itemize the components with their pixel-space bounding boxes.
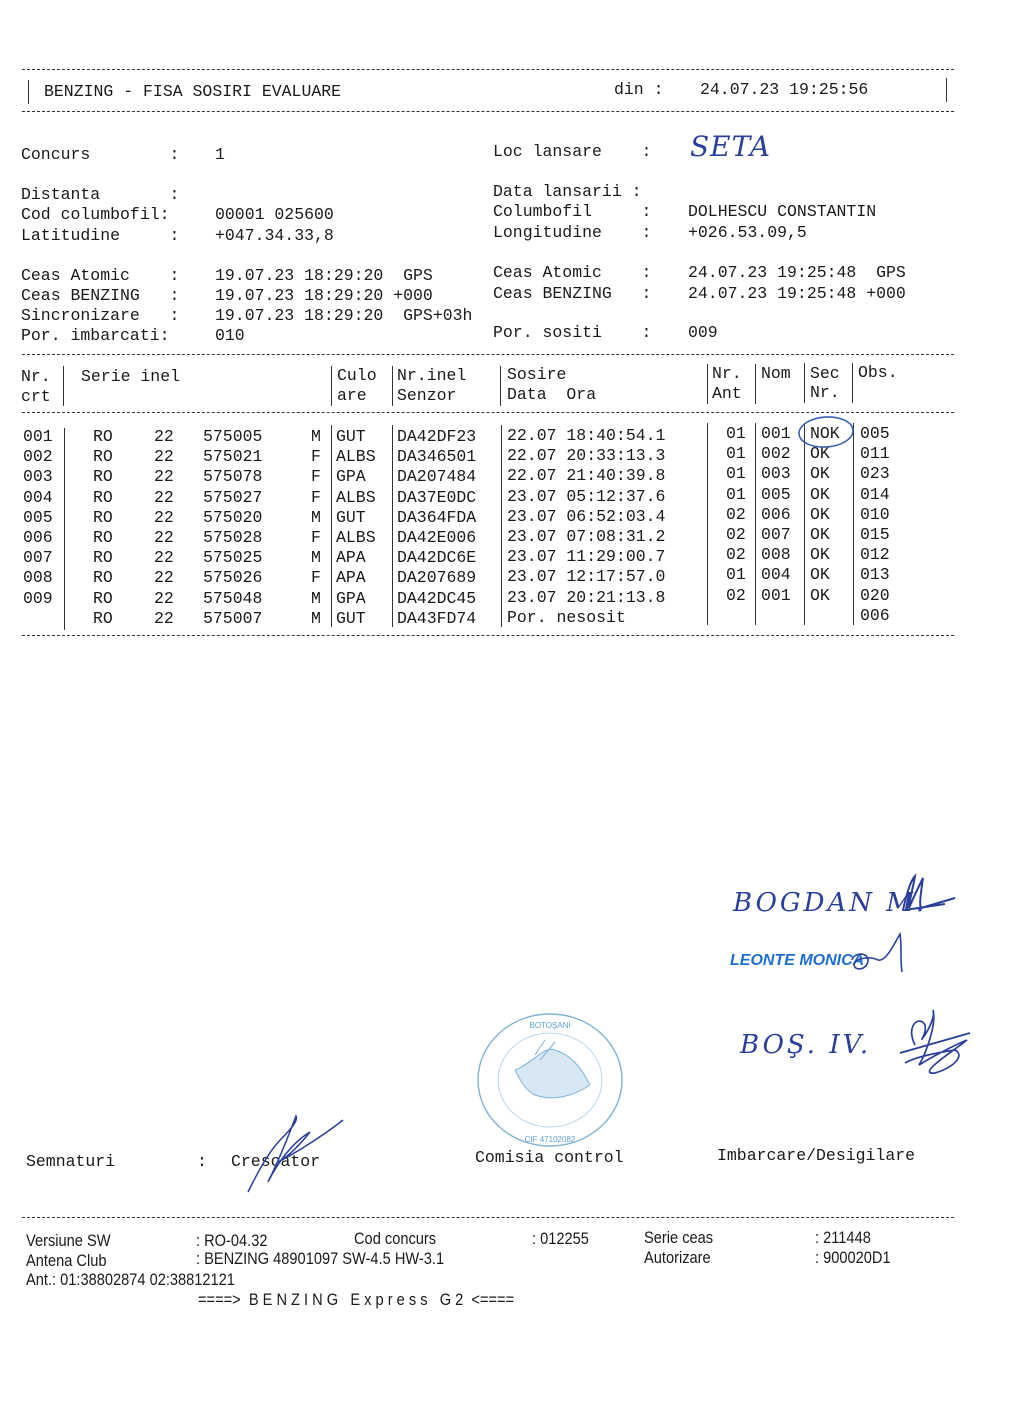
- header-left-bar: [28, 80, 29, 104]
- ceas-benzing-end-label: Ceas BENZING :: [493, 284, 652, 303]
- cell-year: 22: [154, 467, 174, 487]
- cell-nom: 001: [761, 424, 791, 443]
- cell-color: GUT: [336, 507, 366, 527]
- table-top-rule: [22, 354, 954, 355]
- header-serie-inel: Serie inel: [81, 367, 181, 386]
- cell-year: 22: [154, 528, 174, 547]
- ceas-atomic-end-label: Ceas Atomic :: [493, 263, 652, 282]
- cell-security: OK: [810, 525, 830, 544]
- cell-security: OK: [810, 484, 830, 504]
- cell-antenna: 01: [726, 444, 746, 464]
- cell-nom: 006: [761, 504, 791, 524]
- cell-sex: F: [311, 467, 321, 487]
- cell-antenna: 01: [726, 484, 746, 504]
- loc-lansare-value: SETA: [690, 130, 771, 163]
- cell-year: 22: [154, 588, 174, 608]
- signature-crescator: [238, 1112, 348, 1197]
- cell-arrival: 23.07 20:21:13.8: [507, 587, 666, 607]
- handwritten-name-bogdan: BOGDAN M.: [733, 888, 928, 918]
- cell-nr-crt: 004: [23, 487, 53, 507]
- cell-sensor-id: DA207484: [397, 467, 477, 487]
- concurs-label: Concurs :: [21, 145, 180, 164]
- cell-nr-crt: 007: [23, 548, 53, 568]
- header-nr-ant-1: Nr.: [712, 364, 742, 383]
- header-divider: [500, 366, 501, 406]
- cell-sensor-id: DA42DC6E: [397, 548, 477, 568]
- cell-color: GUT: [336, 427, 366, 446]
- column-divider: [331, 425, 332, 627]
- cell-sensor-id: DA42E006: [397, 528, 477, 547]
- table-header-rule: [22, 412, 954, 413]
- cell-color: ALBS: [336, 447, 376, 467]
- cell-year: 22: [154, 568, 174, 588]
- table-bottom-rule: [22, 635, 954, 636]
- cell-nom: 002: [761, 444, 791, 464]
- cell-sex: M: [311, 548, 321, 568]
- cell-nom: 001: [761, 585, 791, 605]
- cell-year: 22: [154, 548, 174, 568]
- loc-lansare-label: Loc lansare :: [493, 142, 652, 161]
- signature-bogdan: [895, 872, 970, 917]
- signature-leonte: [850, 930, 910, 980]
- cell-sensor-id: DA43FD74: [397, 608, 477, 628]
- cod-concurs-label: Cod concurs: [354, 1229, 437, 1248]
- cell-country: RO: [93, 608, 113, 628]
- cell-obs: 006: [860, 605, 890, 625]
- print-date-label: din :: [614, 80, 664, 99]
- cell-arrival: Por. nesosit: [507, 607, 626, 627]
- cell-ring-number: 575028: [203, 528, 263, 547]
- header-nr-inel-2: Senzor: [397, 386, 457, 405]
- cell-nr-crt: 003: [23, 467, 53, 487]
- cell-nr-crt: 009: [23, 588, 53, 608]
- ceas-benzing-start-label: Ceas BENZING :: [21, 286, 180, 305]
- header-top-rule: [22, 69, 954, 70]
- cell-antenna: 02: [726, 545, 746, 565]
- header-sec-nr-1: Sec: [810, 364, 840, 383]
- cell-sex: M: [311, 507, 321, 527]
- cell-obs: 011: [860, 444, 890, 464]
- cell-sensor-id: DA364FDA: [397, 507, 477, 527]
- cell-color: GPA: [336, 467, 366, 487]
- cell-antenna: 02: [726, 585, 746, 605]
- cell-country: RO: [93, 507, 113, 527]
- stamp-leonte-monica: LEONTE MONICA: [730, 952, 865, 969]
- cell-obs: 005: [860, 424, 890, 443]
- nok-pen-circle: [795, 414, 857, 450]
- cell-color: ALBS: [336, 528, 376, 547]
- cell-nr-crt: 008: [23, 568, 53, 588]
- cell-sensor-id: DA42DC45: [397, 588, 477, 608]
- header-divider: [804, 363, 805, 403]
- cell-year: 22: [154, 447, 174, 467]
- header-right-bar: [946, 78, 947, 102]
- antenna-codes: Ant.: 01:38802874 02:38812121: [26, 1270, 235, 1289]
- cell-antenna: 01: [726, 464, 746, 484]
- ceas-atomic-end-value: 24.07.23 19:25:48 GPS: [688, 263, 906, 282]
- ceas-atomic-start-value: 19.07.23 18:29:20 GPS: [215, 266, 433, 285]
- header-sec-nr-2: Nr.: [810, 383, 840, 402]
- signature-imbarcare-label: Imbarcare/Desigilare: [717, 1146, 916, 1165]
- cell-security: OK: [810, 545, 830, 565]
- header-divider: [63, 366, 64, 406]
- header-sosire-1: Sosire: [507, 365, 567, 384]
- header-nom: Nom: [761, 364, 791, 383]
- cell-security: OK: [810, 444, 830, 464]
- signature-comisia-label: Comisia control: [475, 1148, 624, 1167]
- cell-security: OK: [810, 464, 830, 484]
- cod-columbofil-value: 00001 025600: [215, 205, 334, 224]
- por-imbarcati-value: 010: [215, 326, 245, 345]
- cell-obs: 023: [860, 464, 890, 484]
- header-obs: Obs.: [858, 363, 898, 382]
- distanta-label: Distanta :: [21, 185, 180, 204]
- semnaturi-label: Semnaturi: [26, 1152, 116, 1171]
- signature-crescator-label: Crescator: [231, 1152, 321, 1171]
- por-sositi-value: 009: [688, 323, 718, 342]
- cell-obs: 012: [860, 545, 890, 565]
- cell-obs: 014: [860, 484, 890, 504]
- columbofil-value: DOLHESCU CONSTANTIN: [688, 202, 877, 221]
- latitudine-value: +047.34.33,8: [215, 226, 334, 245]
- cell-antenna: 01: [726, 565, 746, 585]
- cell-country: RO: [93, 427, 113, 446]
- cell-nom: 007: [761, 525, 791, 544]
- cod-concurs-value: : 012255: [532, 1229, 589, 1248]
- cell-color: APA: [336, 548, 366, 568]
- cell-obs: 010: [860, 504, 890, 524]
- semnaturi-colon: :: [197, 1152, 207, 1171]
- cell-nr-crt: 002: [23, 447, 53, 467]
- autorizare-value: : 900020D1: [815, 1248, 891, 1267]
- header-nr-inel-1: Nr.inel: [397, 366, 467, 385]
- cell-security: NOK: [810, 424, 840, 443]
- cell-arrival: 23.07 07:08:31.2: [507, 527, 666, 546]
- cell-year: 22: [154, 487, 174, 507]
- cell-color: ALBS: [336, 487, 376, 507]
- columbofil-label: Columbofil :: [493, 202, 652, 221]
- antena-club-value: : BENZING 48901097 SW-4.5 HW-3.1: [196, 1249, 445, 1268]
- cell-color: GPA: [336, 588, 366, 608]
- footer-top-rule: [22, 1217, 954, 1218]
- latitudine-label: Latitudine :: [21, 226, 180, 245]
- longitudine-label: Longitudine :: [493, 223, 652, 242]
- column-divider: [707, 423, 708, 625]
- cell-ring-number: 575005: [203, 427, 263, 446]
- cell-sex: M: [311, 427, 321, 446]
- cell-antenna: 01: [726, 424, 746, 443]
- cell-year: 22: [154, 507, 174, 527]
- longitudine-value: +026.53.09,5: [688, 223, 807, 242]
- header-bottom-rule: [22, 111, 954, 112]
- cell-arrival: 23.07 12:17:57.0: [507, 567, 666, 587]
- cell-nom: 005: [761, 484, 791, 504]
- association-stamp: [475, 1010, 625, 1150]
- cod-columbofil-label: Cod columbofil:: [21, 205, 170, 224]
- cell-ring-number: 575026: [203, 568, 263, 588]
- cell-year: 22: [154, 427, 174, 446]
- cell-sex: M: [311, 608, 321, 628]
- cell-year: 22: [154, 608, 174, 628]
- column-divider: [501, 425, 502, 627]
- cell-ring-number: 575007: [203, 608, 263, 628]
- header-culoare-2: are: [337, 386, 367, 405]
- cell-color: GUT: [336, 608, 366, 628]
- antena-club-label: Antena Club: [26, 1251, 107, 1270]
- header-divider: [392, 366, 393, 406]
- header-nr-crt-1: Nr.: [21, 367, 51, 386]
- cell-security: OK: [810, 565, 830, 585]
- cell-color: APA: [336, 568, 366, 588]
- cell-sex: F: [311, 447, 321, 467]
- cell-arrival: 22.07 18:40:54.1: [507, 426, 666, 445]
- cell-ring-number: 575025: [203, 548, 263, 568]
- print-date-value: 24.07.23 19:25:56: [700, 80, 869, 99]
- cell-antenna: 02: [726, 525, 746, 544]
- cell-sex: F: [311, 568, 321, 588]
- cell-sex: M: [311, 588, 321, 608]
- cell-ring-number: 575048: [203, 588, 263, 608]
- cell-nom: 008: [761, 545, 791, 565]
- column-divider: [804, 423, 805, 625]
- versiune-sw-value: : RO-04.32: [196, 1231, 268, 1250]
- signature-bos: [895, 1005, 975, 1080]
- cell-country: RO: [93, 467, 113, 487]
- concurs-value: 1: [215, 145, 225, 164]
- cell-ring-number: 575027: [203, 487, 263, 507]
- sincronizare-value: 19.07.23 18:29:20 GPS+03h: [215, 306, 473, 325]
- header-divider: [331, 366, 332, 406]
- versiune-sw-label: Versiune SW: [26, 1231, 111, 1250]
- header-divider: [755, 364, 756, 404]
- header-divider: [852, 363, 853, 403]
- cell-security: OK: [810, 504, 830, 524]
- ceas-benzing-start-value: 19.07.23 18:29:20 +000: [215, 286, 433, 305]
- cell-sensor-id: DA346501: [397, 447, 477, 467]
- ceas-atomic-start-label: Ceas Atomic :: [21, 266, 180, 285]
- cell-obs: 013: [860, 565, 890, 585]
- header-nr-ant-2: Ant: [712, 384, 742, 403]
- cell-security: OK: [810, 585, 830, 605]
- cell-arrival: 23.07 11:29:00.7: [507, 547, 666, 567]
- svg-text:CIF 47102082: CIF 47102082: [524, 1135, 576, 1144]
- cell-nr-crt: 006: [23, 528, 53, 547]
- column-divider: [64, 428, 65, 630]
- serie-ceas-label: Serie ceas: [644, 1228, 714, 1247]
- cell-country: RO: [93, 528, 113, 547]
- cell-sensor-id: DA207689: [397, 568, 477, 588]
- header-sosire-2: Data Ora: [507, 385, 597, 404]
- autorizare-label: Autorizare: [644, 1248, 711, 1267]
- handwritten-name-bos: BOŞ. IV.: [740, 1030, 872, 1060]
- cell-sex: F: [311, 487, 321, 507]
- cell-country: RO: [93, 447, 113, 467]
- column-divider: [853, 423, 854, 625]
- serie-ceas-value: : 211448: [815, 1228, 871, 1247]
- cell-antenna: 02: [726, 504, 746, 524]
- por-imbarcati-label: Por. imbarcati:: [21, 326, 170, 345]
- cell-nr-crt: 005: [23, 507, 53, 527]
- sincronizare-label: Sincronizare :: [21, 306, 180, 325]
- column-divider: [392, 425, 393, 627]
- document-title: BENZING - FISA SOSIRI EVALUARE: [44, 82, 342, 101]
- header-nr-crt-2: crt: [21, 387, 51, 406]
- cell-arrival: 22.07 21:40:39.8: [507, 466, 666, 486]
- cell-ring-number: 575020: [203, 507, 263, 527]
- cell-ring-number: 575078: [203, 467, 263, 487]
- cell-country: RO: [93, 588, 113, 608]
- header-culoare-1: Culo: [337, 366, 377, 385]
- cell-arrival: 22.07 20:33:13.3: [507, 446, 666, 466]
- benzing-express-banner: ====> B E N Z I N G E x p r e s s G 2 <====: [198, 1290, 515, 1309]
- cell-sensor-id: DA37E0DC: [397, 487, 477, 507]
- cell-sensor-id: DA42DF23: [397, 427, 477, 446]
- ceas-benzing-end-value: 24.07.23 19:25:48 +000: [688, 284, 906, 303]
- cell-country: RO: [93, 487, 113, 507]
- por-sositi-label: Por. sositi :: [493, 323, 652, 342]
- cell-nr-crt: 001: [23, 427, 53, 446]
- cell-obs: 020: [860, 585, 890, 605]
- cell-nom: 003: [761, 464, 791, 484]
- cell-sex: F: [311, 528, 321, 547]
- cell-ring-number: 575021: [203, 447, 263, 467]
- column-divider: [755, 423, 756, 625]
- cell-obs: 015: [860, 525, 890, 544]
- cell-arrival: 23.07 05:12:37.6: [507, 486, 666, 506]
- cell-nom: 004: [761, 565, 791, 585]
- data-lansarii-label: Data lansarii :: [493, 182, 642, 201]
- cell-country: RO: [93, 568, 113, 588]
- header-divider: [707, 364, 708, 404]
- cell-country: RO: [93, 548, 113, 568]
- svg-text:BOTOŞANI: BOTOŞANI: [529, 1021, 571, 1030]
- cell-arrival: 23.07 06:52:03.4: [507, 506, 666, 526]
